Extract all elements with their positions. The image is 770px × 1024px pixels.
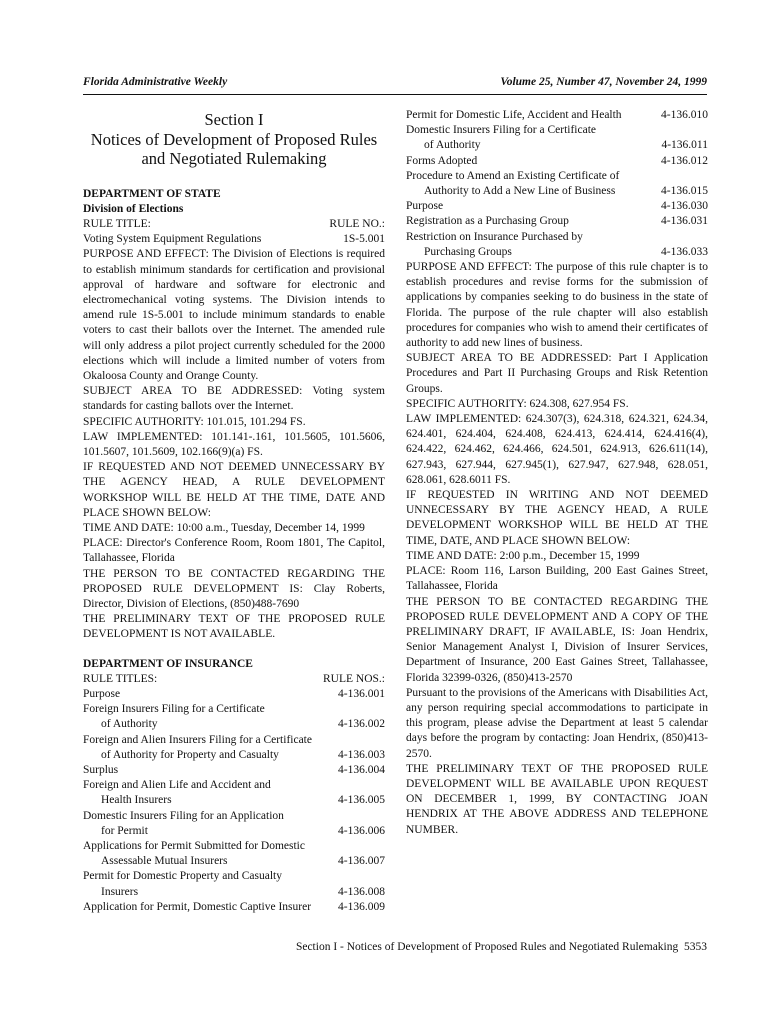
- contact-person: THE PERSON TO BE CONTACTED REGARDING THE PROPOSED RULE DEVELOPMENT IS: Clay Roberts, Director, Division of Elections, (850)488-7690: [83, 567, 385, 610]
- rule-entry-line: [83, 885, 385, 900]
- ada-notice: Pursuant to the provisions of the Americans with Disabilities Act, any person requiring special accommodations to participate in this program, please advise the Department at least 5 calendar days before the program by contacting: Joan Hendrix, (850)413-2570.: [406, 686, 708, 760]
- rule-entry-number: 4-136.002: [338, 718, 385, 731]
- rule-entry-number: 4-136.015: [661, 185, 708, 198]
- rule-entry: [83, 733, 385, 763]
- rule-entry-number: 4-136.031: [661, 215, 708, 228]
- issue-info: Volume 25, Number 47, November 24, 1999: [500, 76, 707, 88]
- right-column: [406, 108, 708, 838]
- page-number: 5353: [684, 941, 707, 953]
- rule-entry-line: [406, 138, 708, 153]
- rule-entry-title: Restriction on Insurance Purchased by: [406, 230, 583, 243]
- workshop-notice: IF REQUESTED AND NOT DEEMED UNNECESSARY BY THE AGENCY HEAD, A RULE DEVELOPMENT WORKSHOP WILL BE HELD AT THE TIME, DATE AND PLACE SHOWN BELOW:: [83, 461, 385, 519]
- rule-entry-title: Permit for Domestic Property and Casualty: [83, 870, 282, 883]
- rule-entry-title: Insurers: [101, 885, 139, 898]
- rule-entry-number: 4-136.010: [661, 109, 708, 121]
- rule-title-row: [83, 232, 385, 247]
- rule-entry-title: Purchasing Groups: [424, 245, 512, 258]
- rule-entry-line: [83, 839, 385, 854]
- rule-entry: [83, 687, 385, 702]
- specific-authority-insurance: SPECIFIC AUTHORITY: 624.308, 627.954 FS.: [406, 397, 629, 410]
- rule-entry-number: 4-136.030: [661, 200, 708, 213]
- subject-area-insurance: SUBJECT AREA TO BE ADDRESSED: Part I Application Procedures and Part II Purchasing Groups and Risk Retention Groups.: [406, 352, 708, 395]
- rule-entry-line: [83, 733, 385, 748]
- rule-entry: [83, 839, 385, 869]
- preliminary-text-notice: THE PRELIMINARY TEXT OF THE PROPOSED RULE DEVELOPMENT IS NOT AVAILABLE.: [83, 613, 385, 641]
- law-implemented: LAW IMPLEMENTED: 101.141-.161, 101.5605, 101.5606, 101.5607, 101.5609, 102.166(9)(a) FS.: [83, 430, 385, 458]
- rule-entry-title: of Authority: [101, 718, 158, 731]
- rule-entry: [83, 702, 385, 732]
- rule-no-label: RULE NO.:: [329, 217, 385, 230]
- rule-entry-title: Foreign Insurers Filing for a Certificate: [83, 703, 265, 716]
- preliminary-text-notice-insurance: THE PRELIMINARY TEXT OF THE PROPOSED RULE DEVELOPMENT WILL BE AVAILABLE UPON REQUEST ON DECEMBER 1, 1999, BY CONTACTING JOAN HENDRIX AT THE ABOVE ADDRESS AND TELEPHONE NUMBER.: [406, 762, 708, 836]
- rule-entry-line: [83, 824, 385, 839]
- division-heading: Division of Elections: [83, 202, 184, 215]
- rule-entry-title: of Authority: [424, 139, 481, 152]
- rule-entry: [83, 778, 385, 808]
- rule-entry-title: Applications for Permit Submitted for Domestic: [83, 840, 305, 853]
- rule-entry-line: [83, 702, 385, 717]
- workshop-notice-insurance: IF REQUESTED IN WRITING AND NOT DEEMED UNNECESSARY BY THE AGENCY HEAD, A RULE DEVELOPMENT WORKSHOP WILL BE HELD AT THE TIME, DATE, AND PLACE SHOWN BELOW:: [406, 489, 708, 547]
- place: PLACE: Director's Conference Room, Room 1801, The Capitol, Tallahassee, Florida: [83, 537, 385, 565]
- rule-entry-number: 4-136.033: [661, 245, 708, 258]
- contact-person-insurance: THE PERSON TO BE CONTACTED REGARDING THE PROPOSED RULE DEVELOPMENT AND A COPY OF THE PRELIMINARY DRAFT, IF AVAILABLE, IS: Joan Hendrix, Senior Management Analyst I, Division of Insurer Services, Department of Insurance, 200 East Gaines Street, Tallahassee, Florida 32399-0326, (850)413-2570: [406, 595, 708, 684]
- law-implemented-insurance: LAW IMPLEMENTED: 624.307(3), 624.318, 624.321, 624.34, 624.401, 624.404, 624.408, 624.413, 624.414, 624.416(4), 624.422, 624.462, 624.466, 624.501, 624.913, 626.611(14), 627.943, 627.944, 627.945(1), 627.947, 627.948, 628.051, 628.061, 628.6011 FS.: [406, 413, 708, 486]
- rule-entry-title: Forms Adopted: [406, 154, 478, 167]
- subject-area: SUBJECT AREA TO BE ADDRESSED: Voting system standards for casting ballots over the Internet.: [83, 385, 385, 413]
- rule-entry-title: Purpose: [406, 200, 444, 213]
- rule-entry: [406, 214, 708, 229]
- rule-entry: [406, 154, 708, 169]
- rule-number: 1S-5.001: [343, 233, 385, 246]
- rule-entry-title: Registration as a Purchasing Group: [406, 215, 569, 228]
- rule-entry-line: [406, 184, 708, 199]
- rule-entry-title: Assessable Mutual Insurers: [101, 855, 228, 868]
- rule-entry-number: 4-136.012: [661, 154, 708, 167]
- rule-entry-title: Application for Permit, Domestic Captive Insurer: [83, 900, 312, 913]
- section-title-line-1: Section I: [204, 110, 264, 129]
- page-footer: [296, 941, 707, 953]
- rule-entry-number: 4-136.011: [661, 139, 708, 152]
- purpose-and-effect: PURPOSE AND EFFECT: The Division of Elections is required to establish minimum standards for certification and provisional approval of hardware and software for electronic and electromechanical voting systems. The Division intends to amend rule 1S-5.001 to include minimum standards to enable voters to cast their ballots over the Internet. The amended rule will only address a pilot project currently scheduled for the 2000 elections which will include a limited number of voters from Okaloosa County and Orange County.: [83, 248, 385, 382]
- rule-list-left: [83, 687, 385, 915]
- rule-entry-line: [406, 154, 708, 169]
- rule-entry-number: 4-136.006: [338, 824, 385, 837]
- rule-entry-title: for Permit: [101, 824, 148, 837]
- rule-entry-line: [83, 763, 385, 778]
- rule-entry-line: [406, 199, 708, 214]
- rule-title-label: RULE TITLE:: [83, 217, 151, 230]
- section-title-line-3: and Negotiated Rulemaking: [141, 149, 327, 168]
- rule-entry-line: [83, 793, 385, 808]
- rule-entry-title: Surplus: [83, 764, 119, 777]
- rule-entry-title: Purpose: [83, 688, 121, 700]
- rule-entry: [406, 199, 708, 214]
- footer-section-text: Section I - Notices of Development of Proposed Rules and Negotiated Rulemaking: [295, 941, 679, 953]
- section-title: [83, 110, 385, 169]
- department-insurance-heading: DEPARTMENT OF INSURANCE: [83, 657, 253, 670]
- time-and-date-insurance: TIME AND DATE: 2:00 p.m., December 15, 1999: [406, 549, 640, 562]
- publication-name: Florida Administrative Weekly: [83, 76, 228, 88]
- rule-titles-header-row: [83, 672, 385, 687]
- rule-entry: [406, 169, 708, 199]
- rule-entry-number: 4-136.009: [338, 900, 385, 913]
- rule-entry-line: [83, 869, 385, 884]
- rule-entry-line: [406, 214, 708, 229]
- rule-entry-title: Foreign and Alien Life and Accident and: [83, 779, 271, 792]
- rule-entry-line: [83, 854, 385, 869]
- running-header: [83, 76, 707, 92]
- rule-entry-title: Domestic Insurers Filing for an Application: [83, 809, 284, 822]
- rule-entry-title: Authority to Add a New Line of Business: [424, 185, 616, 198]
- rule-list-right: [406, 108, 708, 260]
- time-and-date: TIME AND DATE: 10:00 a.m., Tuesday, December 14, 1999: [83, 521, 365, 534]
- section-title-line-2: Notices of Development of Proposed Rules: [90, 129, 378, 149]
- rule-entry-line: [406, 245, 708, 260]
- rule-entry-number: 4-136.007: [338, 855, 385, 868]
- place-insurance: PLACE: Room 116, Larson Building, 200 East Gaines Street, Tallahassee, Florida: [406, 565, 708, 593]
- rule-entry: [406, 123, 708, 153]
- rule-title-header-row: [83, 217, 385, 232]
- rule-entry: [83, 763, 385, 778]
- rule-entry-title: Procedure to Amend an Existing Certificate of: [406, 169, 620, 182]
- rule-entry: [83, 900, 385, 915]
- rule-entry-line: [83, 717, 385, 732]
- purpose-and-effect-insurance: PURPOSE AND EFFECT: The purpose of this rule chapter is to establish procedures and revise forms for the submission of applications by companies seeking to do business in the state of Florida. The purpose of the rule chapter will also establish procedures for companies who wish to amend their certificates of authority to add new lines of business.: [406, 261, 708, 350]
- rule-entry-line: [83, 687, 385, 702]
- rule-entry-title: Foreign and Alien Insurers Filing for a Certificate: [83, 733, 312, 746]
- rule-entry: [83, 809, 385, 839]
- department-state-heading: DEPARTMENT OF STATE: [83, 187, 221, 200]
- rule-title: Voting System Equipment Regulations: [83, 233, 262, 246]
- rule-entry-title: Permit for Domestic Life, Accident and Health: [406, 109, 622, 121]
- rule-entry-line: [406, 108, 708, 123]
- rule-entry-line: [83, 809, 385, 824]
- rule-entry-number: 4-136.005: [338, 794, 385, 807]
- rule-entry-title: Health Insurers: [101, 794, 172, 807]
- rule-entry-title: Domestic Insurers Filing for a Certificate: [406, 124, 597, 137]
- rule-entry-number: 4-136.001: [338, 688, 385, 700]
- rule-entry: [406, 108, 708, 123]
- rule-entry: [83, 869, 385, 899]
- header-rule: [83, 94, 707, 95]
- rule-titles-label: RULE TITLES:: [83, 672, 158, 685]
- rule-entry-number: 4-136.008: [338, 885, 385, 898]
- rule-entry-line: [83, 748, 385, 763]
- rule-entry-line: [406, 123, 708, 138]
- rule-entry-line: [406, 230, 708, 245]
- specific-authority: SPECIFIC AUTHORITY: 101.015, 101.294 FS.: [83, 415, 306, 428]
- rule-entry: [406, 230, 708, 260]
- rule-entry-line: [406, 169, 708, 184]
- spacer: [83, 643, 385, 657]
- left-column: [83, 108, 385, 915]
- rule-entry-line: [83, 900, 385, 915]
- rule-entry-number: 4-136.004: [338, 764, 385, 777]
- rule-entry-title: of Authority for Property and Casualty: [101, 748, 279, 761]
- rule-entry-number: 4-136.003: [338, 748, 385, 761]
- rule-nos-label: RULE NOS.:: [323, 672, 385, 685]
- rule-entry-line: [83, 778, 385, 793]
